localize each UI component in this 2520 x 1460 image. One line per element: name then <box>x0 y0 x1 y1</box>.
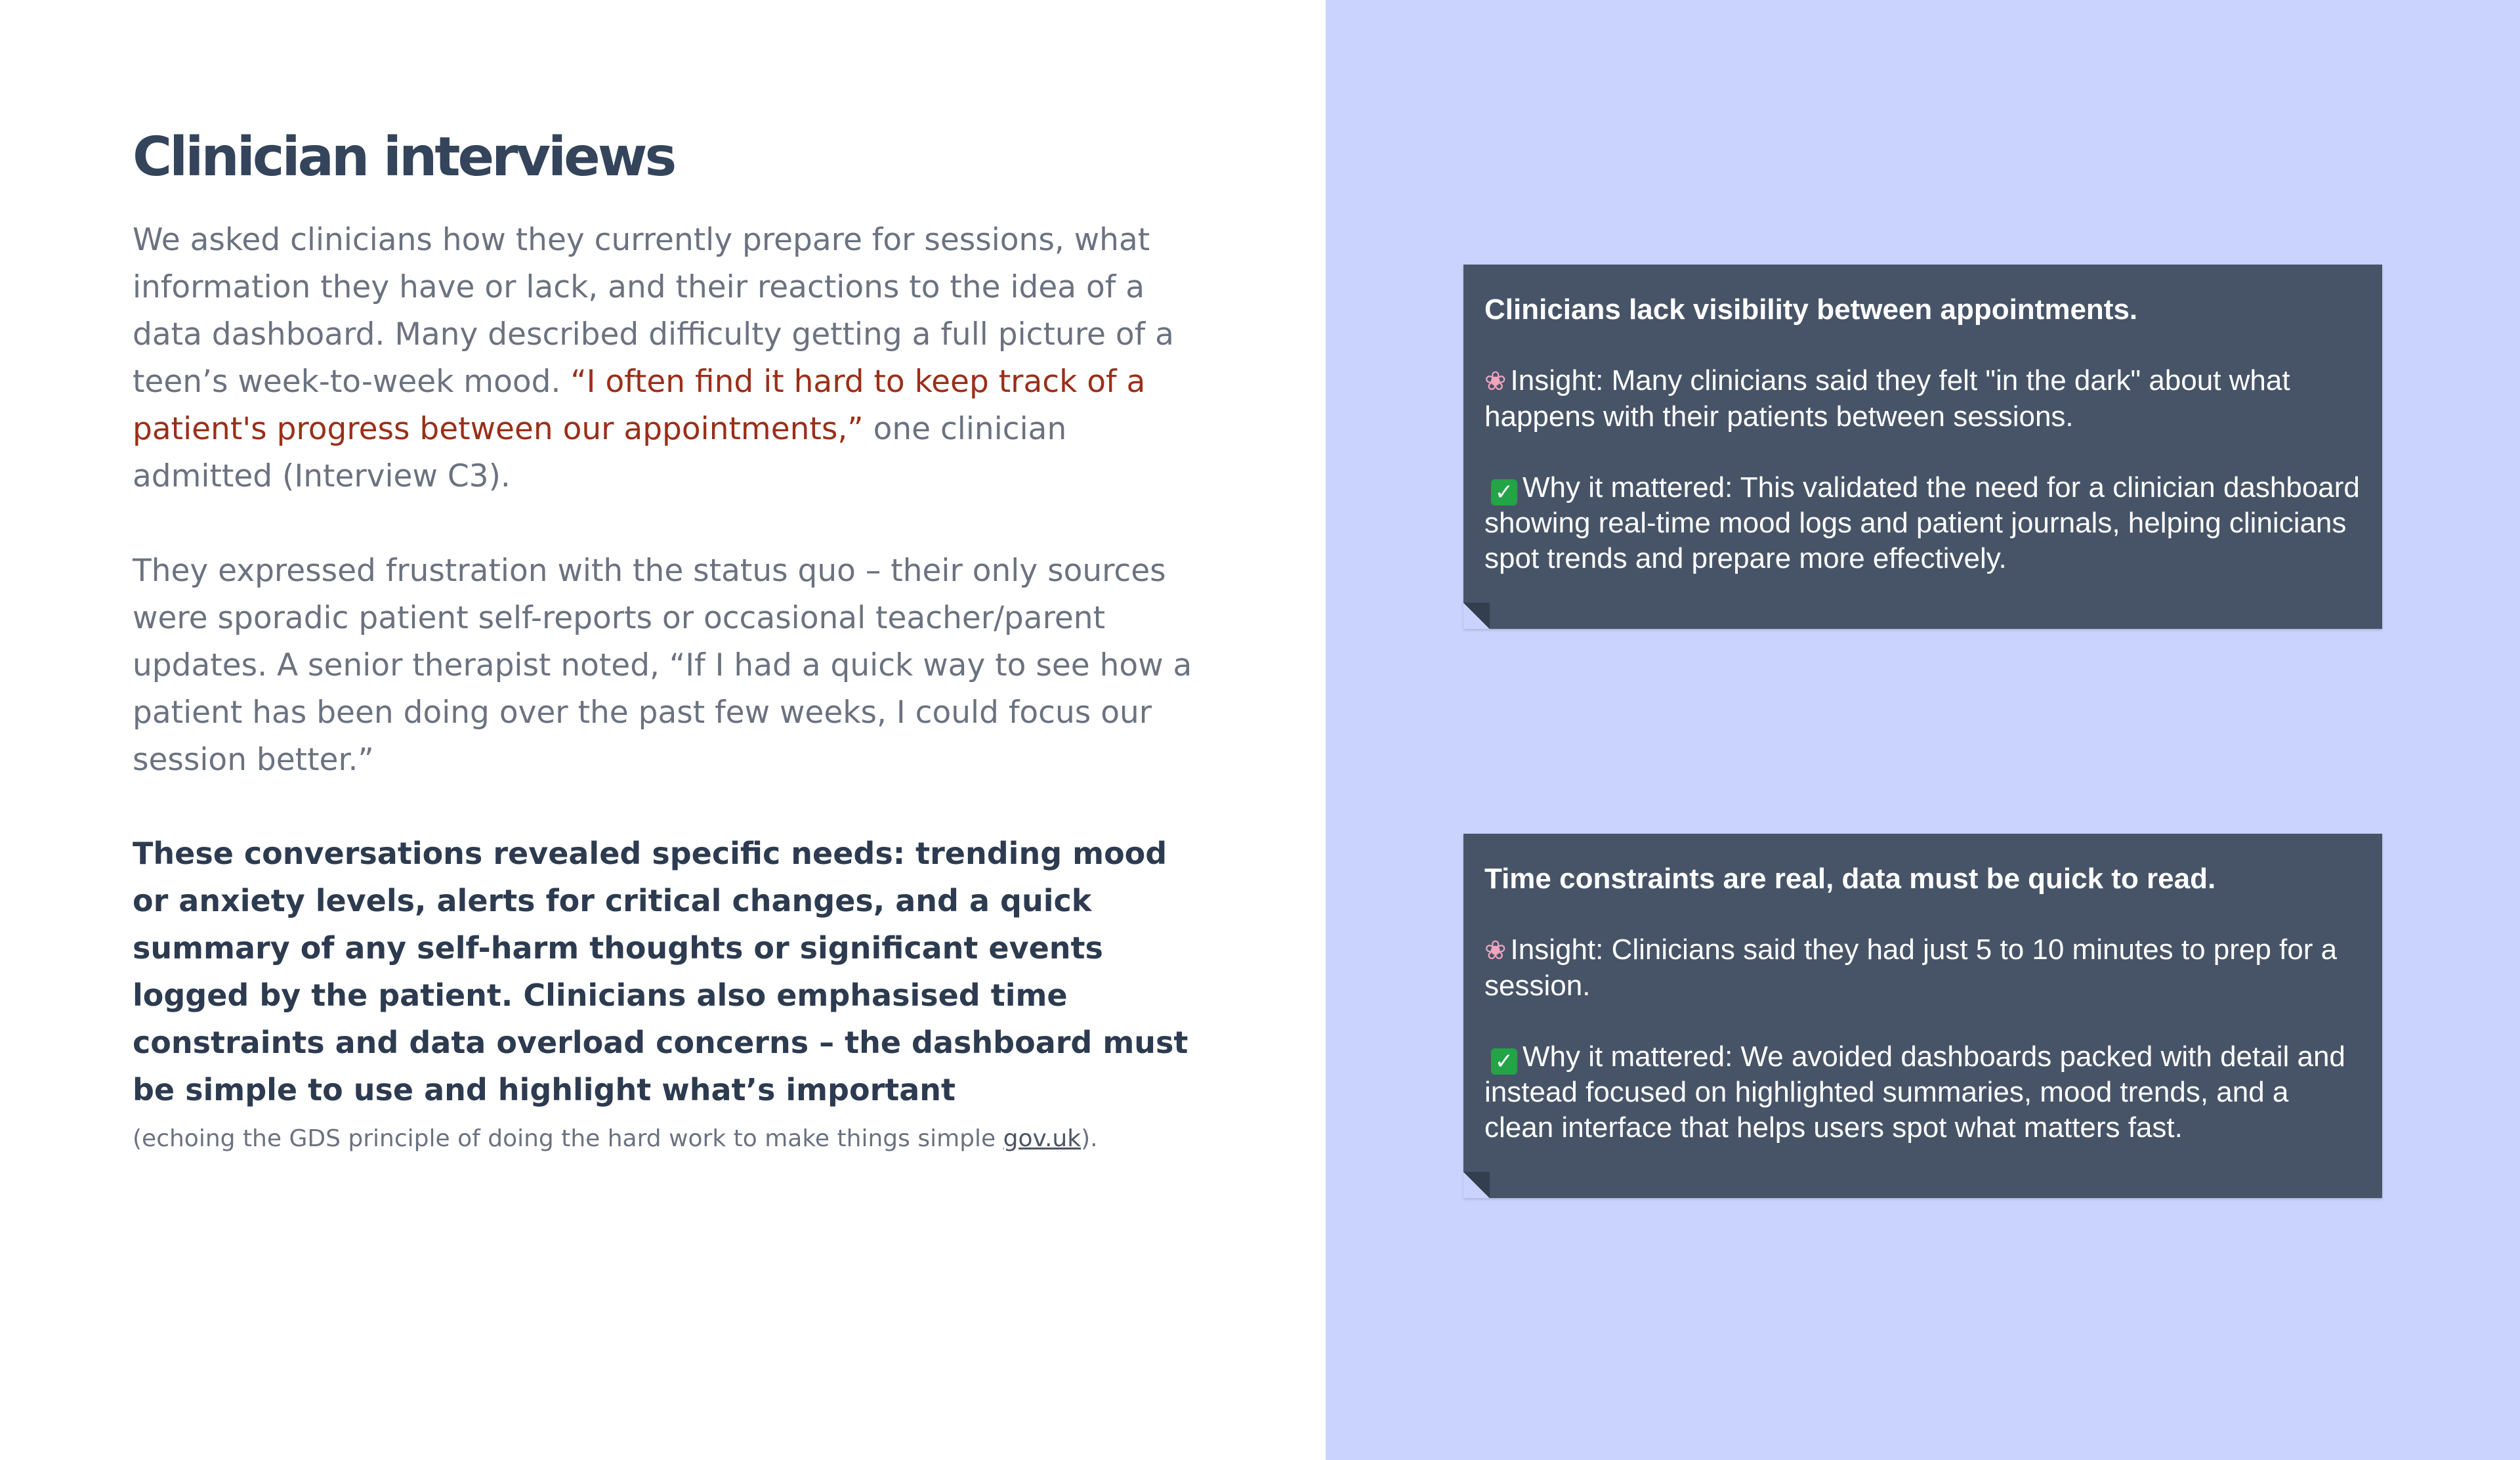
intro-paragraph <box>133 217 1209 500</box>
gds-note-text: (echoing the GDS principle of doing the hard work to make things simple <box>133 1125 1003 1152</box>
insights-panel <box>1326 0 2520 1460</box>
card-why <box>1484 470 2360 576</box>
frustration-paragraph: They expressed frustration with the status quo – their only sources were sporadic patient self-reports or occasional teacher/parent updates. A senior therapist noted, “If I had a quick way to see how a patient has been doing over the past few weeks, I could focus our session better.” <box>133 553 1192 778</box>
brain-icon: ❀ <box>1484 367 1507 396</box>
card-title: Time constraints are real, data must be quick to read. <box>1484 863 2216 895</box>
card-insight-text: Insight: Many clinicians said they felt "in the dark" about what happens with their patients between sessions. <box>1484 364 2290 433</box>
check-mark-icon: ✓ <box>1491 479 1517 505</box>
brain-icon: ❀ <box>1484 936 1507 965</box>
needs-paragraph: These conversations revealed specific needs: trending mood or anxiety levels, alerts for critical changes, and a quick summary of any self-harm thoughts or significant events logged by the patient. Clinicians also emphasised time constraints and data overload concerns – the dashboard must be simple to use and highlight what’s important <box>133 836 1188 1107</box>
card-insight <box>1484 363 2360 435</box>
card-why-text: Why it mattered: We avoided dashboards packed with detail and instead focused on highlighted summaries, mood trends, and a clean interface that helps users spot what matters fast. <box>1484 1041 2345 1144</box>
insight-card <box>1463 265 2382 629</box>
clinician-quote: “I often find it hard to keep track of a patient's progress between our appointments,” <box>133 364 1146 447</box>
card-insight <box>1484 932 2360 1004</box>
card-why <box>1484 1039 2360 1146</box>
check-mark-icon: ✓ <box>1491 1048 1517 1075</box>
page-title: Clinician interviews <box>133 126 675 188</box>
folded-corner <box>1463 1172 1490 1198</box>
card-insight-text: Insight: Clinicians said they had just 5 to 10 minutes to prep for a session. <box>1484 934 2338 1002</box>
gds-note <box>133 1123 1098 1155</box>
intro-tail: one clinician admitted (Interview C3). <box>133 411 1067 494</box>
gov-uk-link[interactable]: gov.uk <box>1003 1125 1082 1152</box>
gds-note-end: ). <box>1081 1125 1098 1152</box>
card-title: Clinicians lack visibility between appointments. <box>1484 293 2138 326</box>
insight-card <box>1463 834 2382 1198</box>
folded-corner <box>1463 603 1490 629</box>
card-why-text: Why it mattered: This validated the need for a clinician dashboard showing real-time mood logs and patient journals, helping clinicians spot trends and prepare more effectively. <box>1484 471 2360 574</box>
intro-text: We asked clinicians how they currently prepare for sessions, what information they have or lack, and their reactions to the idea of a data dashboard. Many described difficulty getting a full picture of a teen’s week-to-week mood. <box>133 222 1174 400</box>
